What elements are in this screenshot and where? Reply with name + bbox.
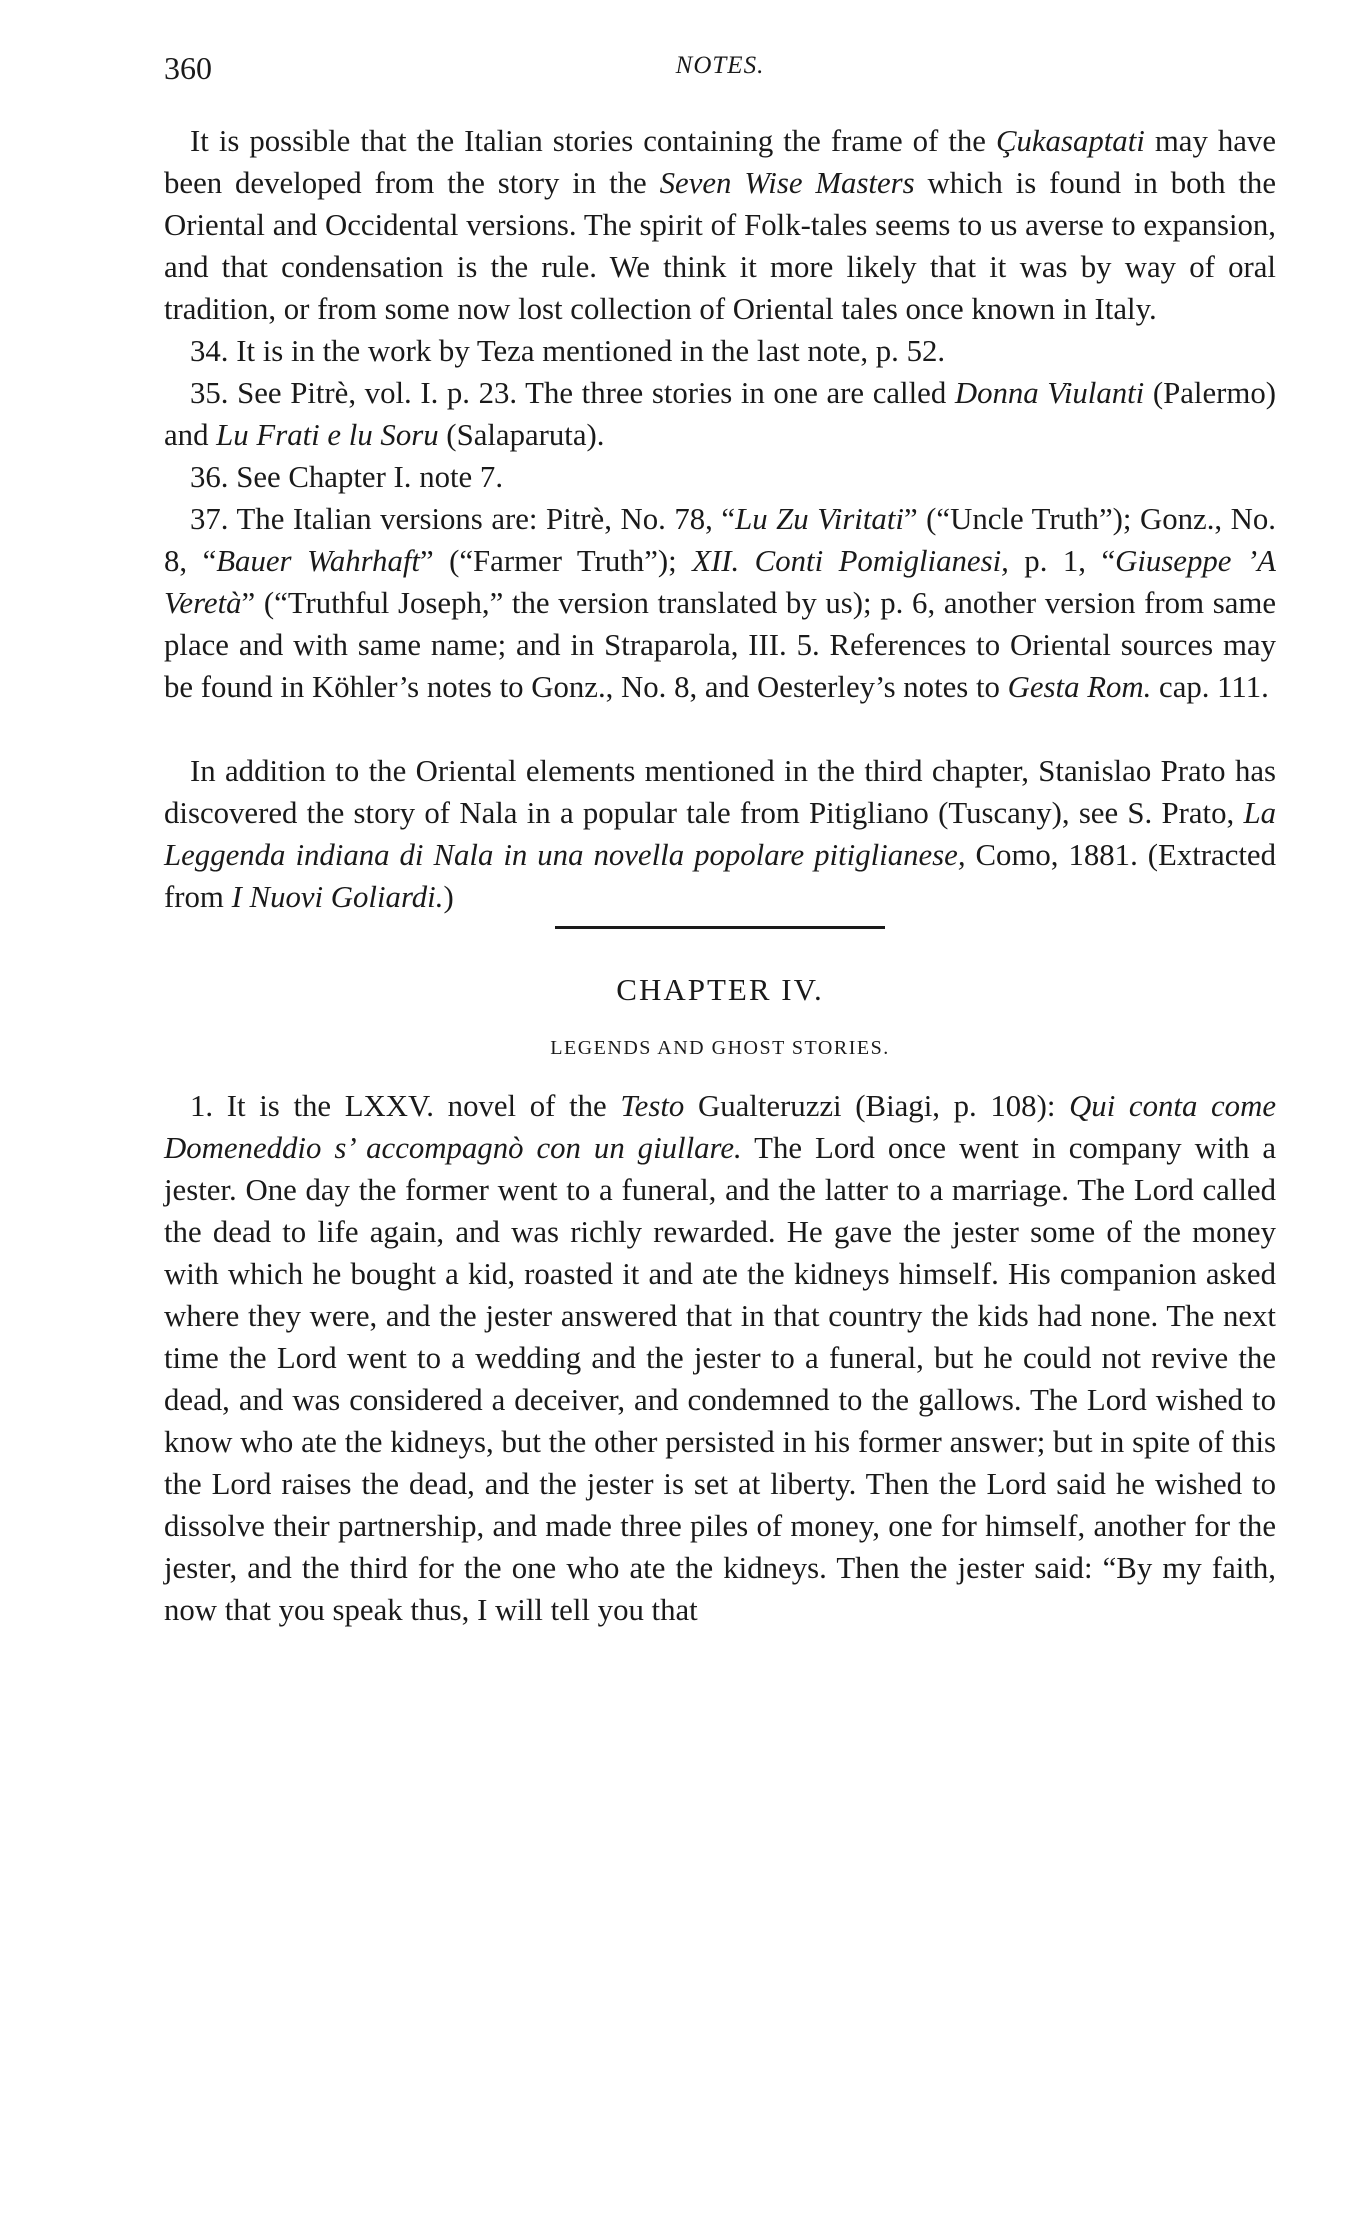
italic-title: Lu Zu Viritati <box>735 502 904 536</box>
italic-title: Giuseppe ’A Veretà <box>164 544 1276 620</box>
paragraph-spacer <box>164 708 1276 750</box>
text-run: 35. See Pitrè, vol. I. p. 23. The three stories in one are called <box>190 376 955 410</box>
italic-title: Bauer Wahrhaft <box>216 544 420 578</box>
chapter-subheading: LEGENDS AND GHOST STORIES. <box>550 1037 890 1059</box>
chapter-heading: CHAPTER IV. <box>616 972 824 1007</box>
text-run: (Salaparuta). <box>438 418 605 452</box>
page-number: 360 <box>164 50 212 86</box>
text-run: which is found in both the Oriental and Occidental versions. The spirit of Folk-tales seems to us averse to expansion, and that condensation is the rule. We think it more likely that it was by way of oral tradition, or from some now lost collection of Oriental tales once known in Italy. <box>164 166 1276 326</box>
note-34 <box>164 330 1276 372</box>
page-content <box>164 120 1276 1631</box>
text-run: 1. It is the LXXV. novel of the <box>190 1089 621 1123</box>
text-run: p. 1, “ <box>1008 544 1116 578</box>
text-run: ” (“Uncle Truth”); Gonz., No. 8, “ <box>164 502 1276 578</box>
text-run: ” (“Truthful Joseph,” the version translated by us); p. 6, another version from same place and with same name; and in Straparola, III. 5. References to Oriental sources may be found in Köhler’s notes to Gonz., No. 8, and Oesterley’s notes to <box>164 586 1276 704</box>
section-divider <box>555 926 885 929</box>
italic-title: Donna Viulanti <box>954 376 1145 410</box>
addition-paragraph <box>164 750 1276 918</box>
italic-title: I Nuovi Goliardi. <box>231 880 444 914</box>
text-run: ) <box>443 880 454 914</box>
italic-title: Gesta Rom. <box>1007 670 1152 704</box>
italic-title: Qui conta come Domeneddio s’ accompagnò con un giullare. <box>164 1089 1276 1165</box>
text-run: cap. 111. <box>1151 670 1269 704</box>
text-run: In addition to the Oriental elements mentioned in the third chapter, Stanislao Prato has discovered the story of Nala in a popular tale from Pitigliano (Tuscany), see S. Prato, <box>164 754 1276 830</box>
chapter-note-1 <box>164 1085 1276 1631</box>
text-run: (Palermo) and <box>164 376 1277 452</box>
text-run: may have been developed from the story in the <box>164 124 1276 200</box>
text-run: Como, 1881. (Extracted from <box>164 838 1277 914</box>
italic-title: La Leggenda indiana di Nala in una novella popolare pitiglianese, <box>164 796 1276 872</box>
italic-title: Lu Frati e lu Soru <box>216 418 439 452</box>
note-35 <box>164 372 1276 456</box>
text-run: 37. The Italian versions are: Pitrè, No. 78, “ <box>190 502 736 536</box>
text-run: 34. It is in the work by Teza mentioned in the last note, p. 52. <box>190 334 946 368</box>
note-continuation-paragraph <box>164 120 1276 330</box>
text-run: 36. See Chapter I. note 7. <box>190 460 504 494</box>
running-title: NOTES. <box>675 52 765 79</box>
text-run: Gualteruzzi (Biagi, p. 108): <box>684 1089 1070 1123</box>
italic-title: Seven Wise Masters <box>659 166 915 200</box>
note-36 <box>164 456 1276 498</box>
italic-title: Testo <box>620 1089 685 1123</box>
text-run: It is possible that the Italian stories containing the frame of the <box>190 124 996 158</box>
italic-title: XII. Conti Pomiglianesi, <box>692 544 1009 578</box>
text-run: The Lord once went in company with a jester. One day the former went to a funeral, and the latter to a marriage. The Lord called the dead to life again, and was richly rewarded. He gave the jester some of the money with which he bought a kid, roasted it and ate the kidneys himself. His companion asked where they were, and the jester answered that in that country the kids had none. The next time the Lord went to a wedding and the jester to a funeral, but he could not revive the dead, and was considered a deceiver, and condemned to the gallows. The Lord wished to know who ate the kidneys, but the other persisted in his former answer; but in spite of this the Lord raises the dead, and the jester is set at liberty. Then the Lord said he wished to dissolve their partnership, and made three piles of money, one for himself, another for the jester, and the third for the one who ate the kidneys. Then the jester said: “By my faith, now that you speak thus, I will tell you that <box>164 1131 1276 1627</box>
note-37 <box>164 498 1276 708</box>
text-run: ” (“Farmer Truth”); <box>419 544 693 578</box>
italic-title: Çukasaptati <box>995 124 1145 158</box>
page-header <box>164 50 1276 94</box>
